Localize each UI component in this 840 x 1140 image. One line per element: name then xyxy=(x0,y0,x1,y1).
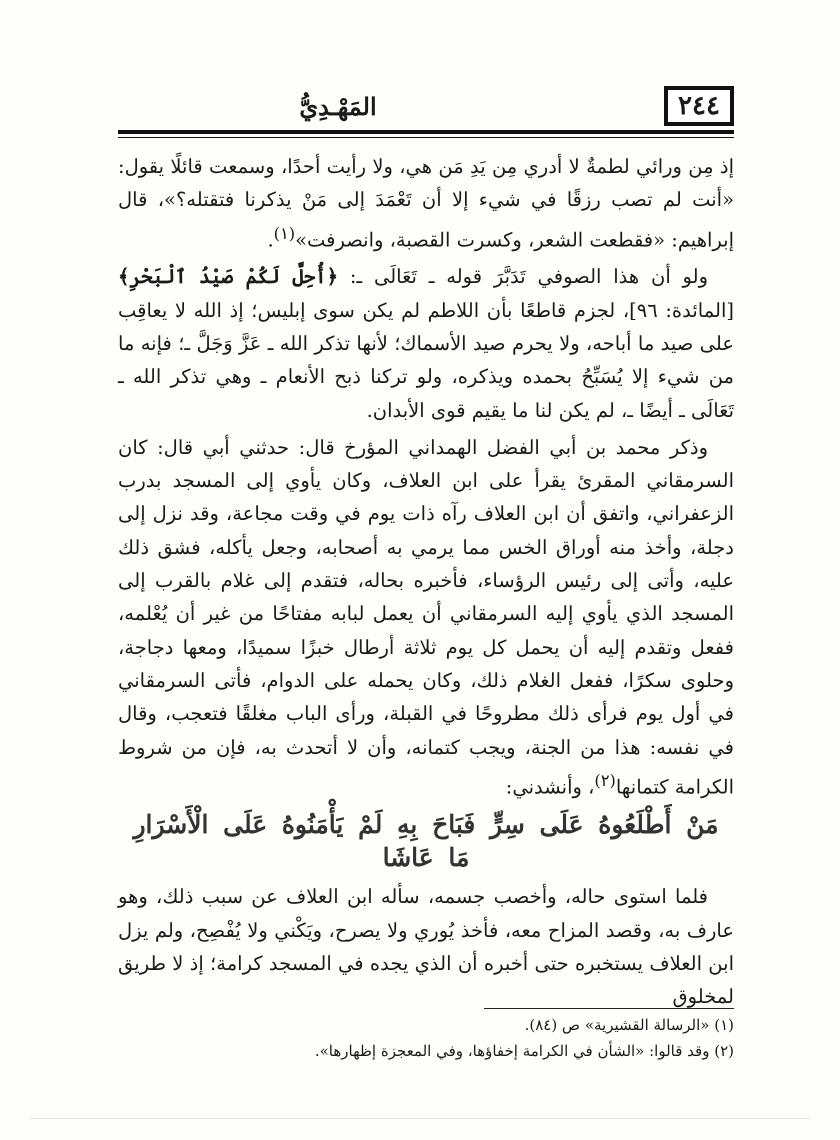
footnotes xyxy=(118,1012,734,1064)
footnote-1: (١) «الرسالة القشيرية» ص (٨٤). xyxy=(524,1016,734,1034)
paragraph-1-text: إذ مِن ورائي لطمةٌ لا أدري مِن يَدِ مَن هي، ولا رأيت أحدًا، وسمعت قائلًا يقول: «أنت لم تصب رزقًا في شيء إلا أن تَعْمَدَ إلى مَنْ يذكرنا فتقتله؟»، قال إبراهيم: «فقطعت الشعر، وكسرت القصبة، وانصرفت» xyxy=(118,155,734,252)
running-title: المَهْـدِيُّ xyxy=(299,92,377,121)
poem-verse: مَنْ أَطْلَعُوهُ عَلَى سِرٍّ فَبَاحَ بِهِ لَمْ يَأْمَنُوهُ عَلَى الْأَسْرَارِ مَا عَاشَا xyxy=(133,809,719,872)
page-header xyxy=(118,86,734,132)
page-number: ٢٤٤ xyxy=(664,86,734,126)
footnote-separator xyxy=(484,1008,734,1009)
main-text xyxy=(118,150,734,1017)
paragraph-1: إذ مِن ورائي لطمةٌ لا أدري مِن يَدِ مَن هي، ولا رأيت أحدًا، وسمعت قائلًا يقول: «أنت لم تصب رزقًا في شيء إلا أن تَعْمَدَ إلى مَنْ يذكرنا فتقتله؟»، قال إبراهيم: «فقطعت الشعر، وكسرت القصبة، وانصرفت»$^{(١)}$. xyxy=(118,155,734,252)
paragraph-3 xyxy=(118,431,734,804)
paragraph-4: فلما استوى حاله، وأخصب جسمه، سأله ابن العلاف عن سبب ذلك، وهو عارف به، وقصد المزاح معه، فأخذ يُوري ولا يصرح، ويَكْني ولا يُفْصِح، ولم يزل ابن العلاف يستخبره حتى أخبره أن الذي يجده في المسجد كرامة؛ إذ لا طريق لمخلوق xyxy=(118,885,734,1009)
header-rule-thin xyxy=(118,137,734,138)
footnote-ref-1: (١) xyxy=(273,223,296,243)
paragraph-2-text-a: ولو أن هذا الصوفي تَدَبَّرَ قوله ـ تَعَالَى ـ: xyxy=(338,265,708,289)
footnote-ref-2: (٢) xyxy=(594,770,616,790)
quran-verse: ﴿أُحِلَّ لَكُمْ صَيْدُ ٱلْبَحْرِ﴾ xyxy=(118,265,339,289)
page-bottom-edge xyxy=(30,1118,810,1119)
footnote-2: (٢) وقد قالوا: «الشأن في الكرامة إخفاؤها، وفي المعجزة إظهارها». xyxy=(314,1042,734,1060)
header-rule xyxy=(118,130,734,134)
paragraph-3-end: ، وأنشدني: xyxy=(505,775,595,799)
paragraph-2-text-b: [المائدة: ٩٦]، لجزم قاطعًا بأن اللاطم لم يكن سوى إبليس؛ إذ الله لا يعاقِب على صيد ما أباحه، ولا يحرم صيد الأسماك؛ لأنها تذكر الله ـ عَزَّ وَجَلَّ ـ؛ فإنه ما من شيء إلا يُسَبِّحُ بحمده ويذكره، ولو تركنا ذبح الأنعام ـ وهي تذكر الله ـ تَعَالَى ـ أيضًا ـ، لم يكن لنا ما يقيم قوى الأبدان. xyxy=(118,298,734,422)
paragraph-2 xyxy=(118,260,734,426)
paragraph-3-text: وذكر محمد بن أبي الفضل الهمداني المؤرخ قال: حدثني أبي قال: كان السرمقاني المقرئ يقرأ على ابن العلاف، وكان يأوي إلى المسجد بدرب الزعفراني، واتفق أن ابن العلاف رآه ذات يوم في وقت مجاعة، وقد نزل إلى دجلة، وأخذ منه أوراق الخس مما يرمي به أصحابه، وجعل يأكله، فشق ذلك عليه، وأتى إلى رئيس الرؤساء، فأخبره بحاله، فتقدم إلى غلام بالقرب إلى المسجد الذي يأوي إليه السرمقاني أن يعمل لبابه مفتاحًا من غير أن يُعْلمه، ففعل وتقدم إليه أن يحمل كل يوم ثلاثة أرطال خبزًا سميدًا، ومعها دجاجة، وحلوى سكرًا، ففعل الغلام ذلك، وكان يحمله على الدوام، فأتى السرمقاني في أول يوم فرأى ذلك مطروحًا في القبلة، ورأى الباب مغلقًا فتعجب، وقال في نفسه: هذا من الجنة، ويجب كتمانه، وأن لا أتحدث به، فإن من شروط الكرامة كتمانها xyxy=(118,435,734,799)
